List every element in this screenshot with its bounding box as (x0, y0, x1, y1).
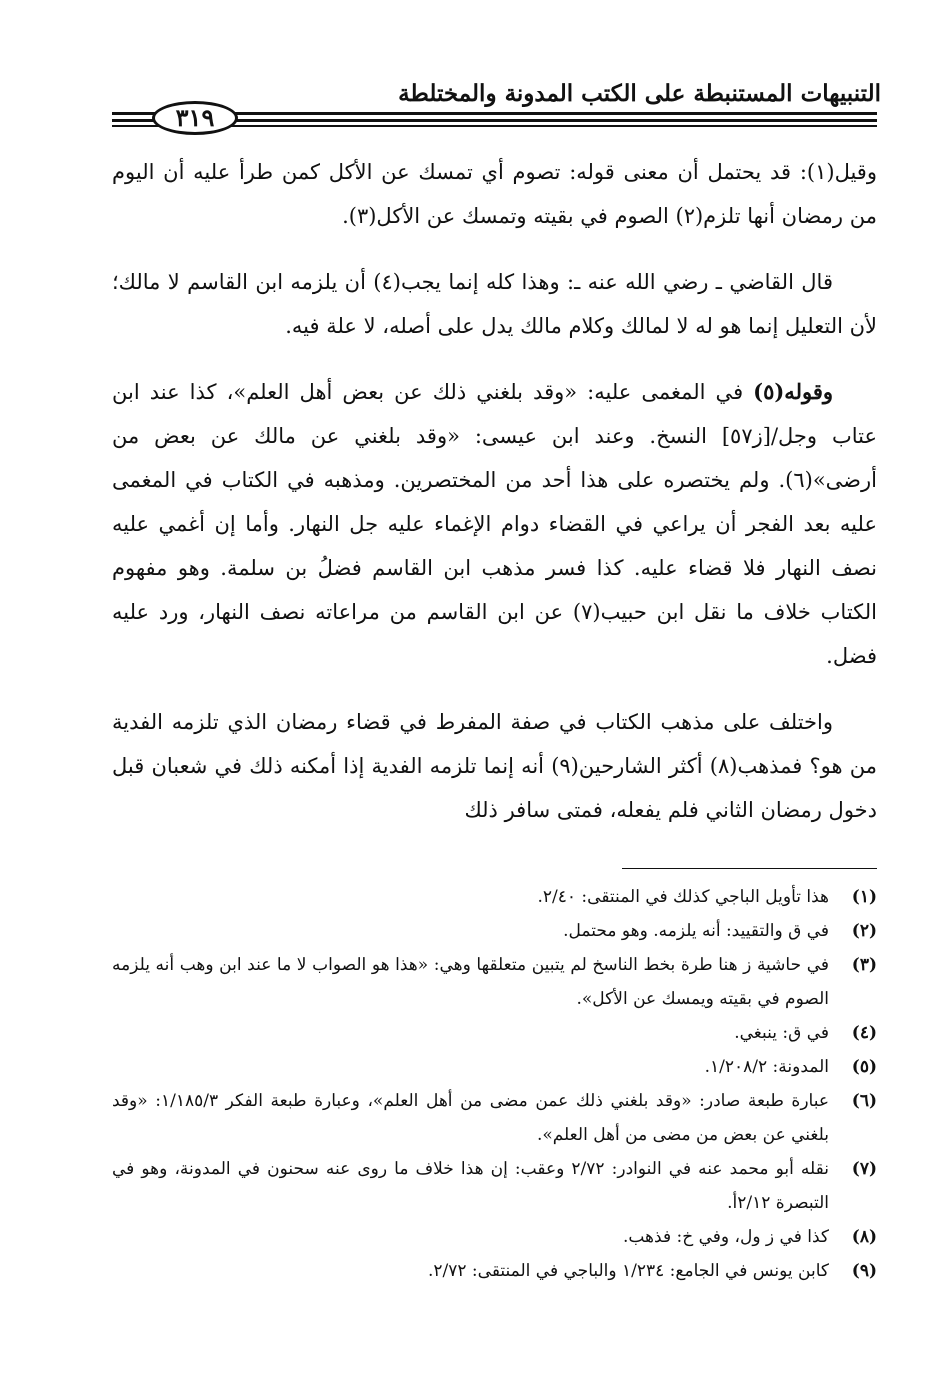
paragraph-3 (112, 370, 877, 678)
footnote-number: (١) (851, 887, 877, 907)
page-number: ٣١٩ (152, 101, 238, 135)
footnote-number: (٤) (851, 1023, 877, 1043)
footnote-number: (٨) (851, 1227, 877, 1247)
footnote-text: في حاشية ز هنا طرة بخط الناسخ لم يتبين متعلقها وهي: «هذا هو الصواب لا ما عند ابن وهب أنه يلزمه الصوم في بقيته ويمسك عن الأكل». (112, 955, 829, 1009)
footnote-text: نقله أبو محمد عنه في النوادر: ٢/٧٢ وعقب: إن هذا خلاف ما روى عنه سحنون في المدونة، وهو في التبصرة ٢/١٢أ. (112, 1159, 829, 1213)
paragraph-3-text: في المغمى عليه: «وقد بلغني ذلك عن بعض أهل العلم»، كذا عند ابن عتاب وجل/[ز٥٧] النسخ. وعند ابن عيسى: «وقد بلغني عن مالك عن بعض من أرضى»(٦). ولم يختصره على هذا أحد من المختصرين. ومذهبه في الكتاب في المغمى عليه بعد الفجر أن يراعي في القضاء دوام الإغماء عليه جل النهار. وأما إن أغمي عليه نصف النهار فلا قضاء عليه. كذا فسر مذهب ابن القاسم فضلُ بن سلمة. وهو مفهوم الكتاب خلاف ما نقل ابن حبيب(٧) عن ابن القاسم من مراعاته نصف النهار، ورد عليه فضل. (112, 380, 877, 668)
footnote-number: (٧) (851, 1159, 877, 1179)
footnote-7 (112, 1152, 877, 1220)
footnote-text: في ق والتقييد: أنه يلزمه. وهو محتمل. (563, 921, 829, 941)
footnote-text: عبارة طبعة صادر: «وقد بلغني ذلك عمن مضى من أهل العلم»، وعبارة طبعة الفكر ١/١٨٥/٣: «وقد بلغني عن بعض من مضى من أهل العلم». (112, 1091, 830, 1145)
footnote-text: هذا تأويل الباجي كذلك في المنتقى: ٢/٤٠. (537, 887, 829, 907)
footnote-8 (112, 1220, 877, 1254)
main-text (112, 150, 877, 854)
paragraph-2: قال القاضي ـ رضي الله عنه ـ: وهذا كله إنما يجب(٤) أن يلزمه ابن القاسم لا مالك؛ لأن التعليل إنما هو له لا لمالك وكلام مالك يدل على أصله، لا علة فيه. (112, 270, 877, 338)
footnote-3 (112, 948, 877, 1016)
footnote-number: (٣) (851, 955, 877, 975)
footnote-number: (٥) (851, 1057, 877, 1077)
footnote-6 (112, 1084, 877, 1152)
footnote-text: كابن يونس في الجامع: ١/٢٣٤ والباجي في المنتقى: ٢/٧٢. (427, 1261, 829, 1281)
footnote-4 (112, 1016, 877, 1050)
footnote-number: (٦) (851, 1091, 877, 1111)
footnote-text: كذا في ز ول، وفي خ: فذهب. (622, 1227, 829, 1247)
footnote-9 (112, 1254, 877, 1288)
footnotes (112, 880, 877, 1288)
footnote-2 (112, 914, 877, 948)
running-header-title: التنبيهات المستنبطة على الكتب المدونة والمختلطة (398, 80, 881, 107)
footnote-5 (112, 1050, 877, 1084)
footnote-text: المدونة: ١/٢٠٨/٢. (704, 1057, 829, 1077)
paragraph-4: واختلف على مذهب الكتاب في صفة المفرط في قضاء رمضان الذي تلزمه الفدية من هو؟ فمذهب(٨) أكثر الشارحين(٩) أنه إنما تلزمه الفدية إذا أمكنه ذلك في شعبان قبل دخول رمضان الثاني فلم يفعله، فمتى سافر ذلك (112, 710, 877, 822)
footnote-number: (٢) (851, 921, 877, 941)
paragraph-1: وقيل(١): قد يحتمل أن معنى قوله: تصوم أي تمسك عن الأكل كمن طرأ عليه أن اليوم من رمضان أنها تلزم(٢) الصوم في بقيته وتمسك عن الأكل(٣). (112, 160, 877, 228)
footnote-number: (٩) (851, 1261, 877, 1281)
footnote-1 (112, 880, 877, 914)
footnote-text: في ق: ينبغي. (734, 1023, 829, 1043)
footnote-divider (622, 868, 877, 869)
paragraph-3-lead: وقوله(٥) (753, 379, 833, 404)
